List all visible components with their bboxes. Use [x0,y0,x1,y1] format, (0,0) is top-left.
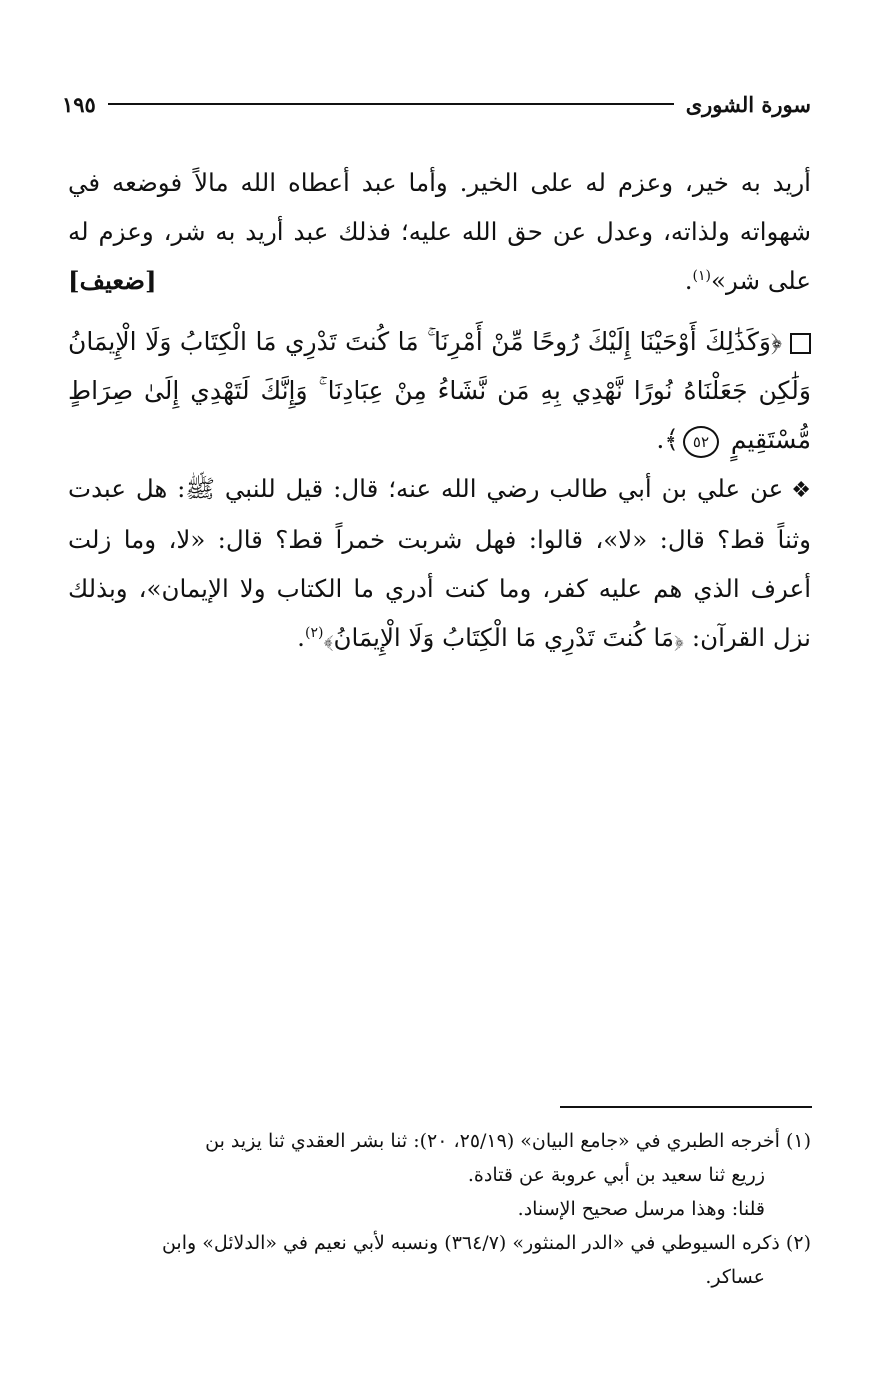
hadith-end: . [297,623,305,652]
footnote-ref-2: (٢) [304,624,324,641]
footnotes [68,1124,811,1294]
page-number: ١٩٥ [62,91,96,117]
verse-end: ﴾. [656,425,679,454]
hadith-text: عن علي بن أبي طالب رضي الله عنه؛ قال: قيل للنبي ﷺ: هل عبدت وثناً قط؟ قال: «لا»، قالوا: فهل شربت خمراً قط؟ قال: «لا، وما زلت أعرف الذي هم عليه كفر، وما كنت أدري ما الكتاب ولا الإيمان»، وبذلك نزل القرآن: ﴿مَا كُنتَ تَدْرِي مَا الْكِتَابُ وَلَا الْإِيمَانُ﴾ [68,474,811,652]
page-header [62,86,811,122]
square-bullet-icon [790,333,811,354]
footnote-1-line-3: قلنا: وهذا مرسل صحيح الإسناد. [517,1198,765,1220]
verse-number-marker: ٥٢ [683,426,719,458]
paragraph-1-end: . [684,266,693,295]
spacer [68,305,811,317]
footnote-1-line-1: (١) أخرجه الطبري في «جامع البيان» (٢٥/١٩، ٢٠): ثنا بشر العقدي ثنا يزيد بن [205,1130,811,1152]
paragraph-1 [68,158,811,305]
footnote-1-line-2: زريع ثنا سعيد بن أبي عروبة عن قتادة. [467,1164,765,1186]
footnote-1 [68,1124,811,1226]
header-rule [108,103,674,105]
surah-title: سورة الشورى [685,91,811,117]
hadith-paragraph [68,464,811,662]
footnote-separator [560,1106,812,1108]
footnote-ref-1: (١) [692,267,712,284]
verse-paragraph [68,317,811,464]
verse-text: ﴿وَكَذَٰلِكَ أَوْحَيْنَا إِلَيْكَ رُوحًا مِّنْ أَمْرِنَا ۚ مَا كُنتَ تَدْرِي مَا الْكِتَابُ وَلَا الْإِيمَانُ وَلَٰكِن جَعَلْنَاهُ نُورًا نَّهْدِي بِهِ مَن نَّشَاءُ مِنْ عِبَادِنَا ۚ وَإِنَّكَ لَتَهْدِي إِلَىٰ صِرَاطٍ مُّسْتَقِيمٍ [68,327,811,454]
paragraph-1-text: أريد به خير، وعزم له على الخير. وأما عبد أعطاه الله مالاً فوضعه في شهواته ولذاته، وعدل عن حق الله عليه؛ فذلك عبد أريد به شر، وعزم له على شر» [68,168,811,295]
grading-tag: [ضعيف] [68,266,157,295]
footnote-2-line-2: عساكر. [705,1266,765,1288]
footnote-2-line-1: (٢) ذكره السيوطي في «الدر المنثور» (٣٦٤/٧) ونسبه لأبي نعيم في «الدلائل» وابن [161,1232,811,1254]
diamond-bullet-icon: ❖ [791,478,811,503]
main-text [68,158,811,662]
footnote-2 [68,1226,811,1294]
